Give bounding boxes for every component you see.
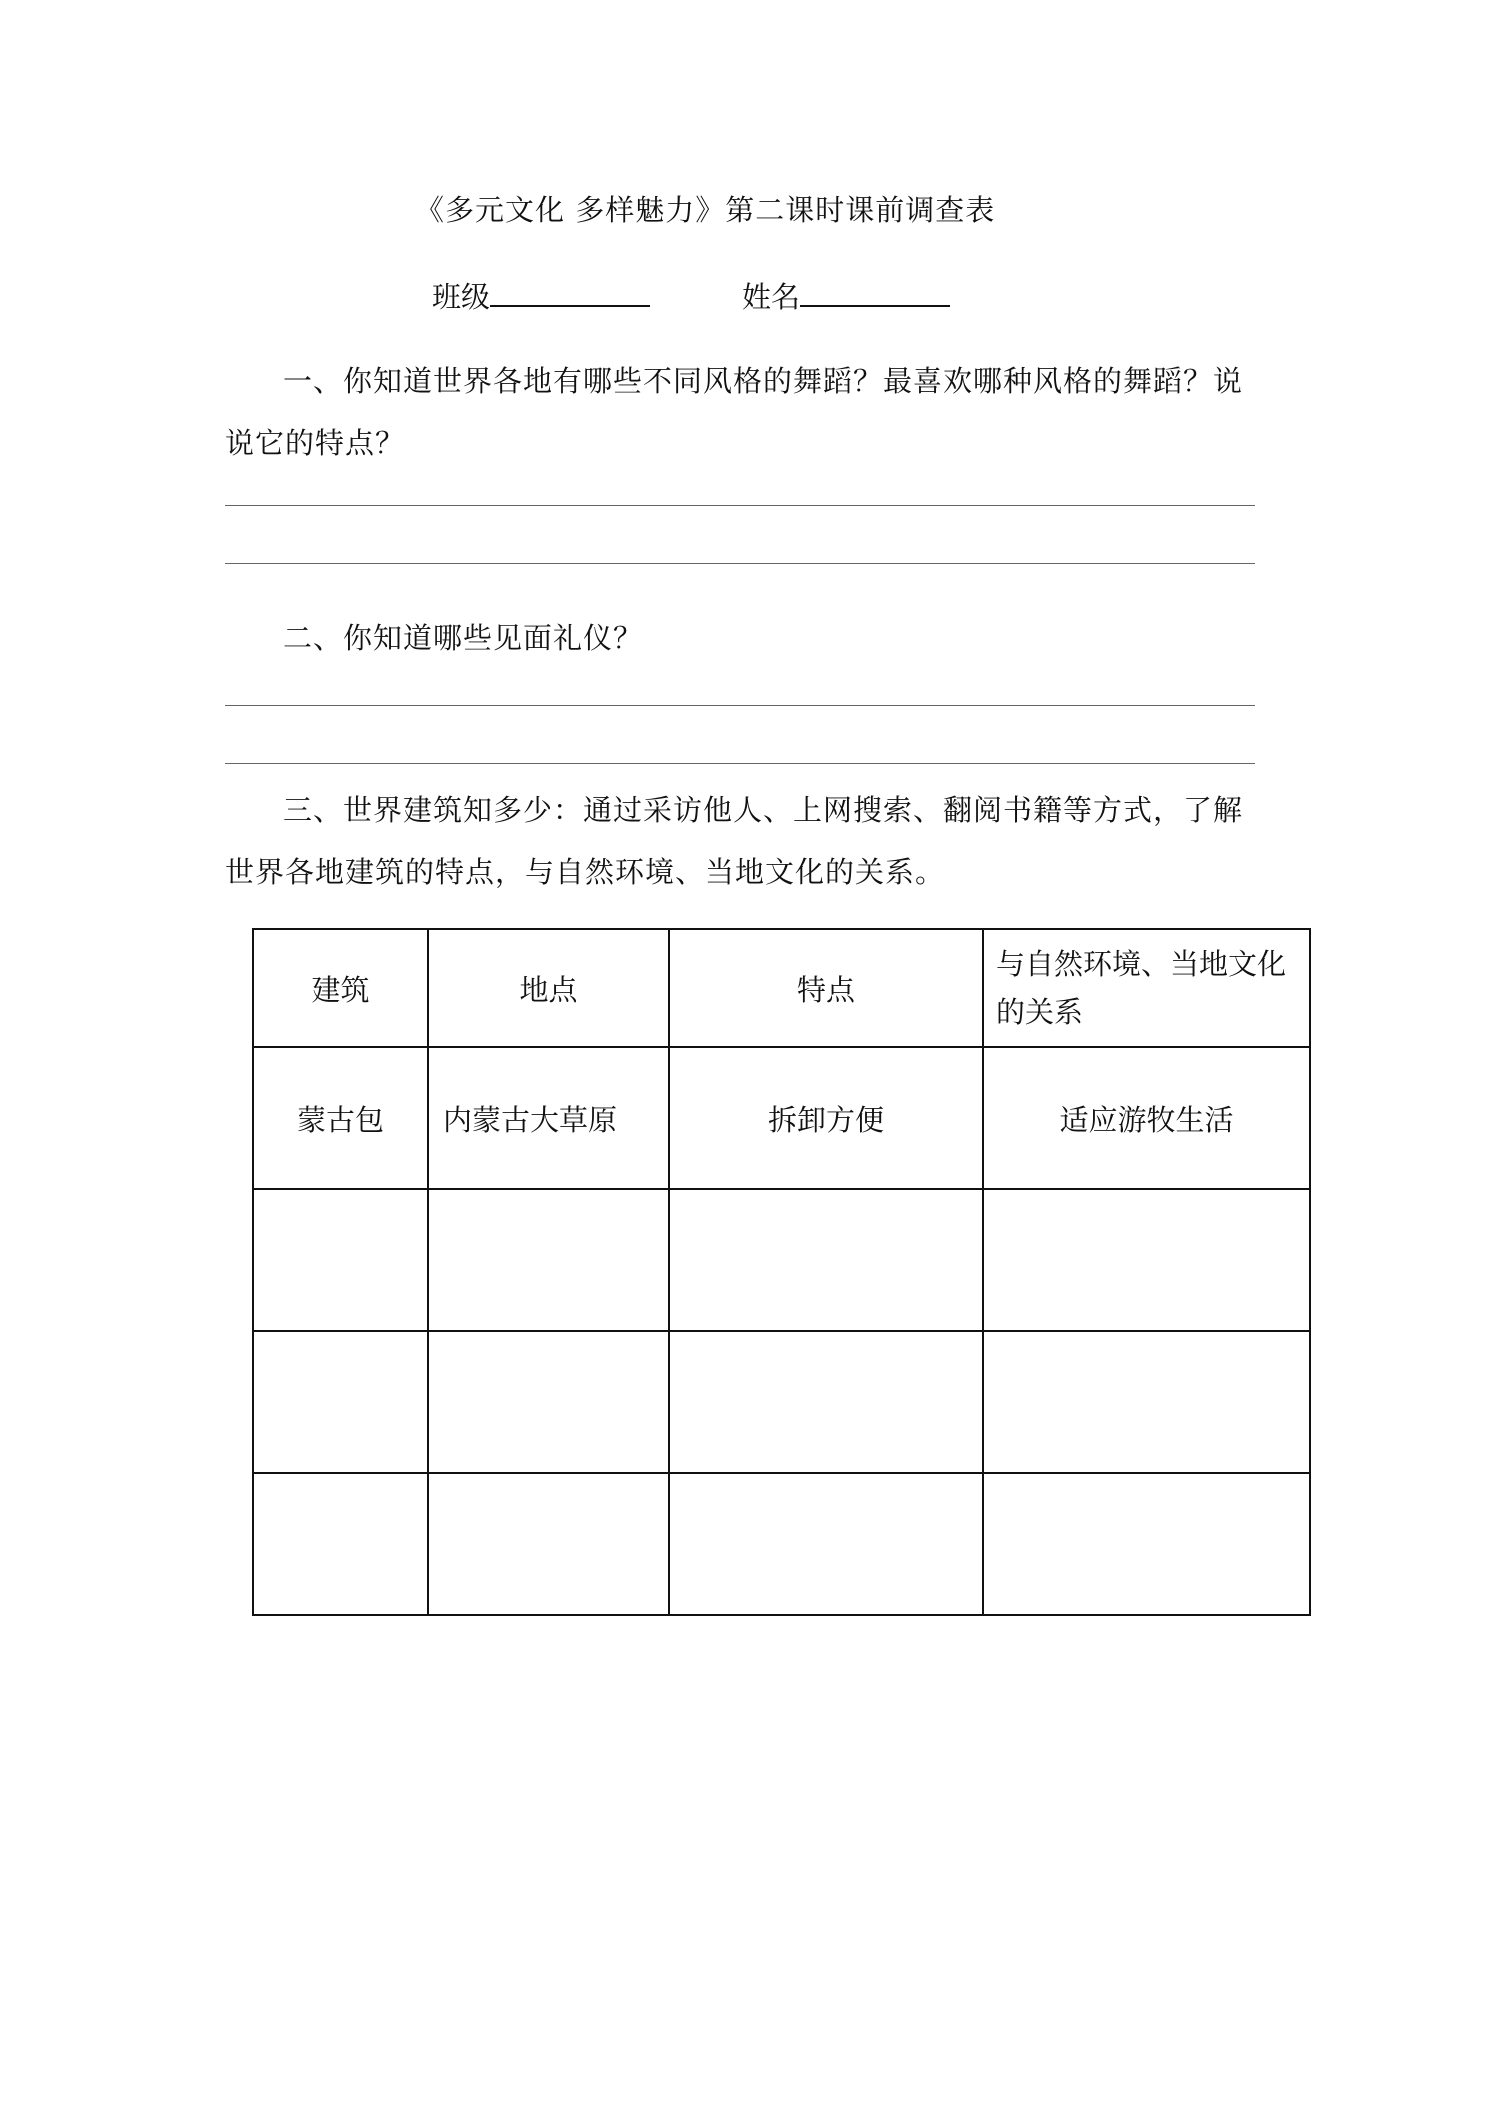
table-cell[interactable] [983,1189,1310,1331]
table-cell[interactable] [428,1331,669,1473]
name-label: 姓名 [742,280,801,314]
table-cell: 适应游牧生活 [983,1047,1310,1189]
name-field [742,275,950,316]
table-row [253,1331,1310,1473]
table-cell[interactable] [428,1189,669,1331]
architecture-table [252,928,1311,1616]
answer-line[interactable] [225,705,1255,706]
table-cell: 拆卸方便 [669,1047,983,1189]
table-cell[interactable] [983,1331,1310,1473]
question-1: 一、你知道世界各地有哪些不同风格的舞蹈？最喜欢哪种风格的舞蹈？说说它的特点？ [225,364,1244,460]
question-2: 二、你知道哪些见面礼仪？ [283,621,644,655]
table-cell[interactable] [253,1473,428,1615]
table-row [253,1189,1310,1331]
name-blank[interactable] [800,275,950,307]
table-header-row [253,929,1310,1047]
table-cell: 内蒙古大草原 [428,1047,669,1189]
table-row [253,1473,1310,1615]
class-blank[interactable] [490,275,650,307]
table-cell[interactable] [669,1331,983,1473]
table-cell[interactable] [253,1331,428,1473]
question-3: 三、世界建筑知多少：通过采访他人、上网搜索、翻阅书籍等方式，了解世界各地建筑的特点，与自然环境、当地文化的关系。 [225,793,1244,889]
class-field [432,275,650,316]
table-cell[interactable] [669,1473,983,1615]
answer-line[interactable] [225,563,1255,564]
table-cell[interactable] [669,1189,983,1331]
table-cell: 蒙古包 [253,1047,428,1189]
class-label: 班级 [432,280,491,314]
header-building: 建筑 [253,929,428,1047]
table-cell[interactable] [983,1473,1310,1615]
answer-line[interactable] [225,505,1255,506]
header-location: 地点 [428,929,669,1047]
header-relationship: 与自然环境、当地文化的关系 [983,929,1310,1047]
table-row [253,1047,1310,1189]
page-title: 《多元文化 多样魅力》第二课时课前调查表 [415,193,996,227]
table-cell[interactable] [428,1473,669,1615]
table-cell[interactable] [253,1189,428,1331]
answer-line[interactable] [225,763,1255,764]
header-features: 特点 [669,929,983,1047]
